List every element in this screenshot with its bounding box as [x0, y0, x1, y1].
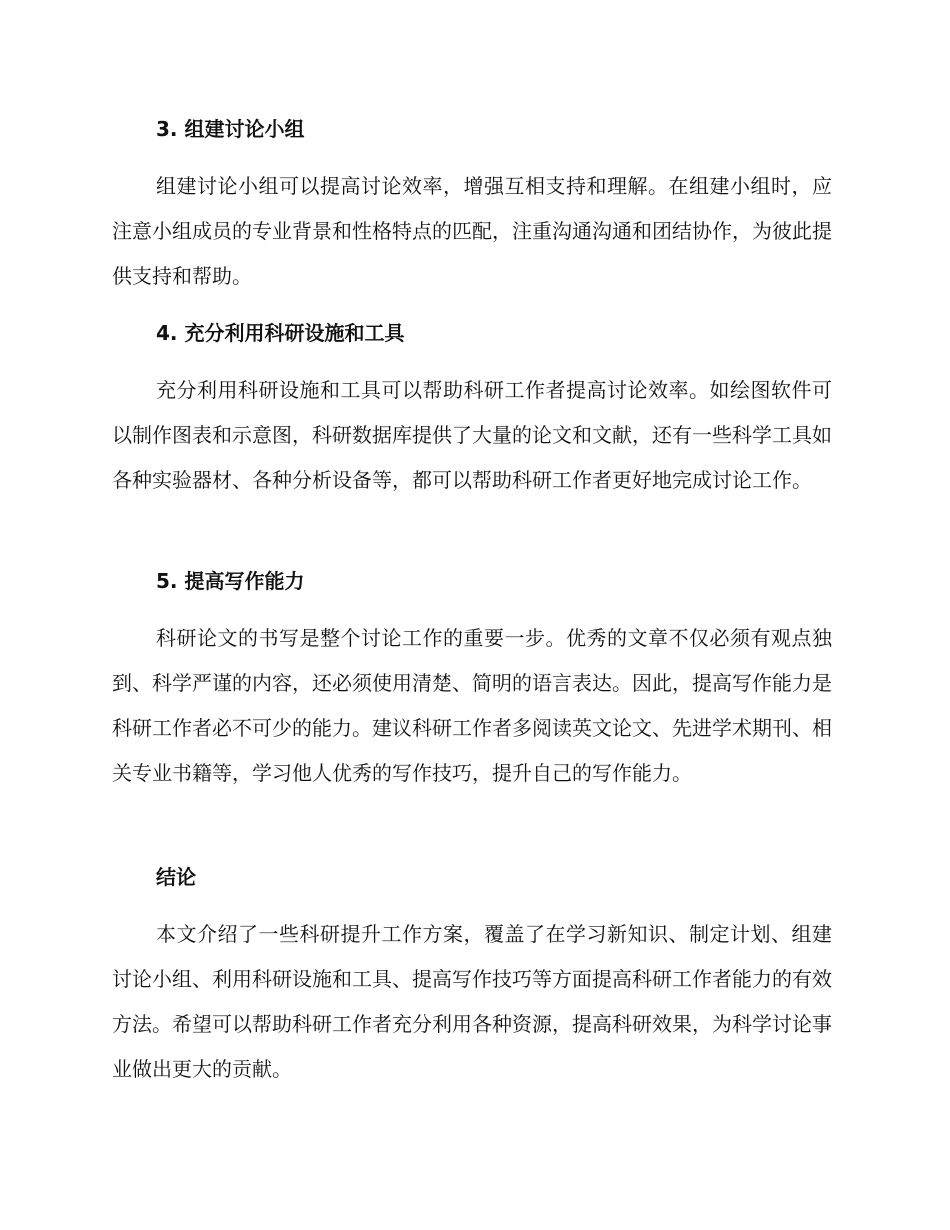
- section-body-3: 组建讨论小组可以提高讨论效率，增强互相支持和理解。在组建小组时，应注意小组成员的专业背景和性格特点的匹配，注重沟通沟通和团结协作，为彼此提供支持和帮助。: [112, 174, 832, 288]
- section-heading-3: 3. 组建讨论小组: [156, 117, 305, 141]
- section-heading-5: 5. 提高写作能力: [156, 569, 305, 593]
- section-body-4: 充分利用科研设施和工具可以帮助科研工作者提高讨论效率。如绘图软件可以制作图表和示意图，科研数据库提供了大量的论文和文献，还有一些科学工具如各种实验器材、各种分析设备等，都可以帮助科研工作者更好地完成讨论工作。: [112, 378, 832, 492]
- conclusion-heading: 结论: [156, 865, 196, 889]
- conclusion-body: 本文介绍了一些科研提升工作方案，覆盖了在学习新知识、制定计划、组建讨论小组、利用科研设施和工具、提高写作技巧等方面提高科研工作者能力的有效方法。希望可以帮助科研工作者充分利用各种资源，提高科研效果，为科学讨论事业做出更大的贡献。: [112, 922, 832, 1081]
- section-heading-4: 4. 充分利用科研设施和工具: [156, 321, 405, 345]
- section-body-5: 科研论文的书写是整个讨论工作的重要一步。优秀的文章不仅必须有观点独到、科学严谨的内容，还必须使用清楚、简明的语言表达。因此，提高写作能力是科研工作者必不可少的能力。建议科研工作者多阅读英文论文、先进学术期刊、相关专业书籍等，学习他人优秀的写作技巧，提升自己的写作能力。: [112, 626, 832, 785]
